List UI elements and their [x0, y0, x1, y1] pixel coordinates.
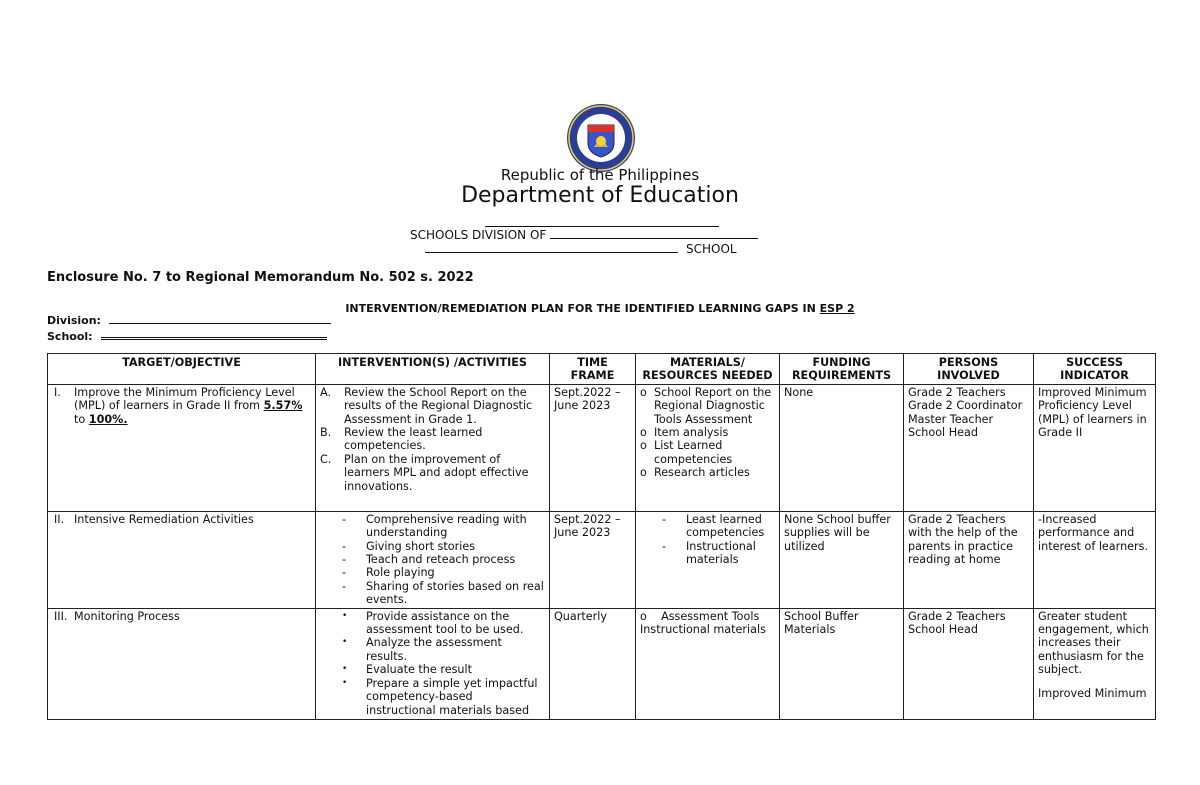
person-item: Grade 2 Teachers with the help of the parents in practice reading at home [908, 512, 1018, 567]
deped-seal [566, 103, 636, 173]
header-persons: PERSONS INVOLVED [904, 354, 1034, 385]
objective-to-word: to [74, 412, 86, 426]
header-funding: FUNDING REQUIREMENTS [780, 354, 904, 385]
activities-cell [316, 384, 550, 511]
list-item: o List Learned competencies [640, 439, 733, 466]
persons-cell [904, 384, 1034, 511]
objective-to: 100%. [88, 412, 128, 426]
list-item: - Least learned competencies [662, 512, 765, 540]
republic-heading: Republic of the Philippines [500, 166, 700, 184]
header-time-frame: TIME FRAME [550, 354, 636, 385]
school-field [47, 327, 327, 343]
list-item: • Evaluate the result [342, 663, 472, 677]
school-field-label: School: [47, 330, 93, 343]
school-label: SCHOOL [686, 242, 737, 256]
objective-number: II. [54, 512, 65, 526]
header-materials: MATERIALS/ RESOURCES NEEDED [636, 354, 780, 385]
plan-title-prefix: INTERVENTION/REMEDIATION PLAN FOR THE IDENTIFIED LEARNING GAPS IN [345, 302, 820, 315]
schools-division-label: SCHOOLS DIVISION OF [410, 228, 547, 242]
funding-cell: School Buffer Materials [780, 608, 904, 719]
list-item: - Role playing [342, 566, 435, 580]
schools-division-line [410, 227, 758, 242]
table-row [48, 511, 1156, 608]
person-item: School Head [908, 426, 978, 440]
division-blank [109, 313, 331, 324]
funding-cell: None [780, 384, 904, 511]
objective-cell [48, 608, 316, 719]
objective-text: Monitoring Process [74, 609, 180, 623]
table-row [48, 608, 1156, 719]
time-frame-cell: Quarterly [550, 608, 636, 719]
list-item: - Comprehensive reading with understanding [342, 512, 527, 540]
objective-text: Improve the Minimum Proficiency Level (MPL) of learners in Grade II from [74, 385, 295, 413]
header-interventions: INTERVENTION(S) /ACTIVITIES [316, 354, 550, 385]
person-item: Grade 2 Coordinator [908, 399, 1023, 413]
person-item: Grade 2 Teachers [908, 385, 1006, 399]
funding-cell: None School buffer supplies will be utilized [780, 511, 904, 608]
table-header-row [48, 354, 1156, 385]
school-field-blank [101, 327, 327, 340]
intervention-plan-table [47, 353, 1156, 720]
success-cell: -Increased performance and interest of learners. [1034, 511, 1156, 608]
division-field [47, 313, 331, 327]
objective-number: I. [54, 385, 61, 399]
success-cell: Improved Minimum Proficiency Level (MPL) of learners in Grade II [1034, 384, 1156, 511]
objective-cell [48, 511, 316, 608]
table-row [48, 384, 1156, 511]
list-item: C. Plan on the improvement of learners MPL and adopt effective innovations. [320, 452, 529, 493]
persons-cell [904, 608, 1034, 719]
list-item: A. Review the School Report on the results of the Regional Diagnostic Assessment in Grade 1. [320, 385, 533, 426]
list-item: - Giving short stories [342, 539, 476, 553]
activities-cell [316, 511, 550, 608]
list-item: o Item analysis [640, 426, 729, 440]
list-item: - Teach and reteach process [342, 553, 516, 567]
materials-cell [636, 608, 780, 719]
list-item: B. Review the least learned competencies. [320, 426, 483, 453]
time-frame-cell: Sept.2022 – June 2023 [550, 384, 636, 511]
list-item: - Instructional materials [662, 539, 756, 567]
material-item: o Assessment Tools [640, 609, 760, 623]
deped-seal-icon [566, 103, 636, 173]
header-target-objective: TARGET/OBJECTIVE [48, 354, 316, 385]
persons-cell [904, 511, 1034, 608]
department-heading: Department of Education [461, 183, 739, 208]
objective-cell [48, 384, 316, 511]
list-item: - Sharing of stories based on real events. [342, 579, 544, 607]
material-item: Instructional materials [640, 623, 766, 637]
list-item: • Analyze the assessment results. [342, 636, 502, 663]
person-item: School Head [908, 623, 978, 637]
schools-division-blank [550, 227, 758, 239]
objective-number: III. [54, 609, 68, 623]
division-label: Division: [47, 314, 101, 327]
success-cell [1034, 608, 1156, 719]
school-line [425, 241, 737, 256]
person-item: Grade 2 Teachers [908, 609, 1006, 623]
list-item: • Prepare a simple yet impactful competency-based instructional materials based [342, 676, 538, 717]
time-frame-cell: Sept.2022 – June 2023 [550, 511, 636, 608]
school-blank [425, 241, 678, 253]
success-text-2: Improved Minimum [1038, 686, 1147, 700]
list-item: • Provide assistance on the assessment tool to be used. [342, 609, 524, 637]
person-item: Master Teacher [908, 412, 994, 426]
activities-cell [316, 608, 550, 719]
header-success: SUCCESS INDICATOR [1034, 354, 1156, 385]
materials-cell [636, 511, 780, 608]
plan-title-subject: ESP 2 [819, 302, 855, 315]
materials-cell [636, 384, 780, 511]
objective-text: Intensive Remediation Activities [74, 512, 254, 526]
list-item: o Research articles [640, 466, 750, 480]
list-item: o School Report on the Regional Diagnostic Tools Assessment [640, 385, 772, 426]
objective-from: 5.57% [263, 399, 303, 413]
enclosure-title: Enclosure No. 7 to Regional Memorandum No. 502 s. 2022 [47, 270, 474, 285]
success-text: Greater student engagement, which increases their enthusiasm for the subject. [1038, 609, 1149, 677]
